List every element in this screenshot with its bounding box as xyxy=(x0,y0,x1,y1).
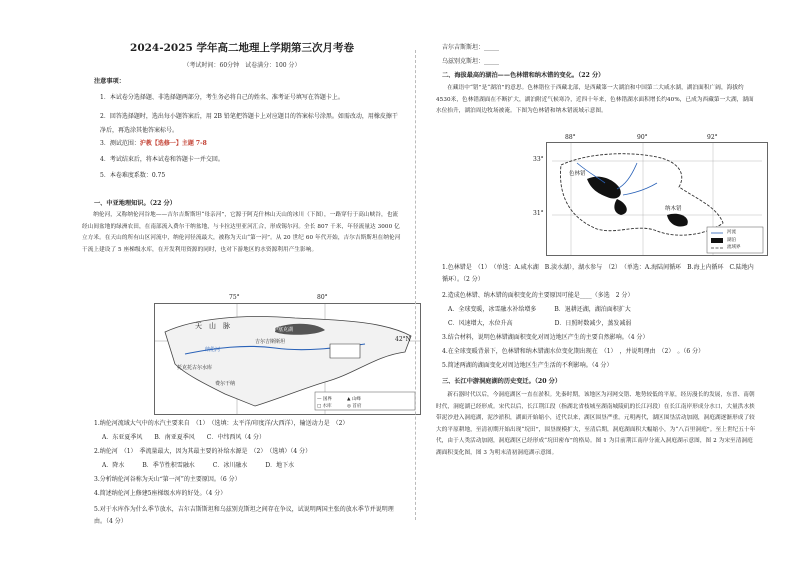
notice-item-1: 1．本试卷分选择题、非选择题两部分，考生务必将自己的姓名、准考证号填写在答题卡上。 xyxy=(100,94,344,101)
s1-question-5: 5.对于水库作为什么季节放水，吉尔吉斯斯坦和乌兹别克斯坦之间存在争议，试说明两国主张的放水季节并说明理由。（4 分） xyxy=(94,506,394,525)
map1-river-label: 纳伦河 xyxy=(205,347,221,353)
left-column xyxy=(82,0,411,562)
s2-question-5: 5.简述两湖的湖面变化对周边地区生产生活的不利影响。（4 分） xyxy=(442,362,613,369)
column-divider xyxy=(415,50,417,520)
notice-item-3 xyxy=(100,140,207,149)
map2-small-lake xyxy=(614,199,626,215)
central-asia-map xyxy=(154,294,421,415)
central-asia-map-svg xyxy=(155,304,420,414)
s1-question-1: 1.纳伦河流域大气中的水汽主要来自 （1） （选填：太平洋/印度洋/大西洋），输送动力是 （2） xyxy=(94,420,349,427)
map2-lon3-label: 92° xyxy=(707,134,718,141)
notice-heading: 注意事项： xyxy=(94,78,125,85)
map1-lon2-label: 80° xyxy=(317,294,328,301)
s2-question-3: 3.结合材料，说明色林错湖面积变化对周边地区产生的主要自然影响。（4 分） xyxy=(442,334,649,341)
map2-selin-co-lake xyxy=(587,177,621,199)
notice-item-4: 4．考试结束后，将本试卷和答题卡一并交回。 xyxy=(100,156,224,163)
notice-item-3-label: 3．测试范围： xyxy=(100,140,140,147)
map1-legend-3: □ 水库 xyxy=(317,404,332,409)
map2-lon2-label: 90° xyxy=(637,134,648,141)
s2-question-2: 2.造成色林错、纳木错的面积变化的主要原因可能是____（多选 2 分） xyxy=(442,292,634,299)
map1-lon1-label: 75° xyxy=(229,294,240,301)
map2-legend-boundary: 流域界 xyxy=(727,245,741,250)
exam-subtitle: （考试时间：60分钟 试卷满分：100 分） xyxy=(183,62,301,69)
section2-paragraph: 在藏语中“错”是“湖泊”的意思。色林错位于西藏北部，是西藏第一大湖泊和中国第二大咸水湖，湖泊面积广阔，海拔约4530米，色林错湖面在不断扩大，湖泊附近气候寒冷，近四十年来，色林错湖水面积增长约40%，已成为西藏第一大湖，湖面水位抬升，湖泊周边牧场被淹。下图为色林错和纳木错流域示意图。 xyxy=(436,85,754,114)
scope-red-label: 沪教【选修一】主题 7-8 xyxy=(139,140,207,147)
s1-question-2-options: A．降水 B．季节性积雪融水 C．冰川融水 D．地下水 xyxy=(102,462,295,469)
notice-item-5: 5．本卷难度系数：0.75 xyxy=(100,172,166,179)
s2-question-4: 4.在全球变暖背景下，色林错和纳木错湖水位变化期出现在 （1） ，并说明理由 （2） 。（6 分） xyxy=(442,348,705,355)
map1-legend-4: ◎ 首府 xyxy=(347,404,362,409)
map1-reservoir-label: 托克托古尔水库 xyxy=(177,365,213,371)
map1-fergana-label: 费尔干纳 xyxy=(215,381,236,387)
exam-title: 2024-2025 学年高二地理上学期第三次月考卷 xyxy=(130,42,354,54)
map1-lake-label: 伊塞克湖 xyxy=(273,327,294,333)
s1-question-1-options: A．东亚夏季风 B．南亚夏季风 C．中纬西风（4 分） xyxy=(102,434,266,441)
s1-question-3: 3.分析纳伦河谷称为天山“第一河”的主要原因。（6 分） xyxy=(94,476,241,483)
section3-heading: 三、长江中游洞庭湖的历史变迁。（20 分） xyxy=(442,378,562,385)
map-inset-box xyxy=(330,344,360,358)
s2-question-2-options-ab: A．全球变暖，冰雪融水补给增多 B．退耕还湖，湖泊面积扩大 xyxy=(448,306,631,313)
map2-lat2-label: 31° xyxy=(533,210,544,217)
map2-nam-co-lake xyxy=(667,214,688,227)
s1-question-4: 4.简述纳伦河上修建5座梯级水库的好处。（4 分） xyxy=(94,490,227,497)
s2-question-2-options-cd: C．风速增大，水位升高 D．日照时数减少，蒸发减弱 xyxy=(448,320,632,327)
map2-legend-lake: 湖泊 xyxy=(727,238,736,243)
right-column xyxy=(436,0,758,562)
map1-legend-2: ▲ 山峰 xyxy=(347,397,361,402)
section1-heading: 一、中亚地理知识。（22 分） xyxy=(94,200,176,207)
map2-nam-co-label: 纳木错 xyxy=(665,206,682,212)
map1-mountain-label: 天 山 脉 xyxy=(195,322,230,330)
map2-lon1-label: 88° xyxy=(565,134,576,141)
section2-heading: 二、海拔最高的湖泊——色林错和纳木错的变化。（22 分） xyxy=(442,72,605,79)
right-top-line-1: 吉尔吉斯斯坦：_____ xyxy=(442,44,500,51)
map2-basin-boundary xyxy=(560,154,723,235)
s2-question-1: 1.色林错是 （1） （单选：A.咸水湖 B.淡水湖），湖水参与 （2） （单选：A.海陆间循环 B.海上内循环 C.陆地内循环）。（2 分） xyxy=(442,264,754,283)
s1-question-2: 2.纳伦河 （1） 季流量最大，因为其最主要的补给水源是 （2） （选填）（4 分） xyxy=(94,448,312,455)
map1-country-label: 吉尔吉斯斯坦 xyxy=(255,339,286,345)
map1-lat-label: 42°N xyxy=(395,336,411,343)
map1-legend-1: — 国界 xyxy=(317,397,332,402)
notice-item-2: 2．回答选择题时，选出每小题答案后，用 2B 铅笔把答题卡上对应题目的答案标号涂黑。如需改动，用橡皮擦干净后，再选涂其他答案标号。 xyxy=(100,113,398,134)
map2-lat1-label: 33° xyxy=(533,156,544,163)
tibet-lakes-map xyxy=(533,134,768,256)
section1-paragraph: 纳伦河，又称纳伦河谷地——吉尔吉斯斯坦“母亲河”，它源于阿克什林山天山的冰川（下图），一路穿行于高山峡谷，也流经山间盆地的绿洲农田，在南部流入费尔干纳盆地，与卡拉达里亚河汇合，形成锡尔河。全长 807 千米，年径流量达 3000 亿立方米。在天山的所有山区河流中，纳伦河径流最大，被称为天山“第一河”。从 20 世纪 60 年代开始，吉尔吉斯斯坦在纳伦河干流上建设了 5 座梯级水库，在开发利用资源的同时，也对下游地区的水资源利用产生影响。 xyxy=(82,212,401,253)
map2-legend-river: 河流 xyxy=(727,230,736,235)
map2-legend-lake-swatch xyxy=(711,238,723,243)
map2-selin-co-label: 色林错 xyxy=(569,171,586,177)
right-top-line-2: 乌兹别克斯坦：_____ xyxy=(442,58,500,65)
section3-paragraph: 新石器时代以后，今洞庭湖区一直在淤积。先秦时期，该地区为河网交错、地势较低的平原，经历漫长的发展，东晋、南朝时代，洞庭湖已经形成。宋代以后，长江荆江段（指湖北省枝城至湖南城陵矶的长江河段）在长江南岸形成分水口，大量洪水挟带泥沙进入洞庭湖，泥沙淤积，湖面开始缩小，近代以来，湖区围垦严重。元明两代，湖区围垦活动加剧，洞庭湖逐渐形成了较大的平原耕地，至清初期开始出现“垸田”，围垦规模扩大，至清后期，洞庭湖面积大幅缩小，为“八百里洞庭”。至上世纪五十年代，由于人类活动加剧，洞庭湖区已经形成“垸田密布”的格局。图 1 为目前荆江南岸分流入洞庭湖示意图，图 2 为宋至清洞庭湖面积变化图，图 3 为明末清初洞庭湖示意图。 xyxy=(436,392,756,456)
